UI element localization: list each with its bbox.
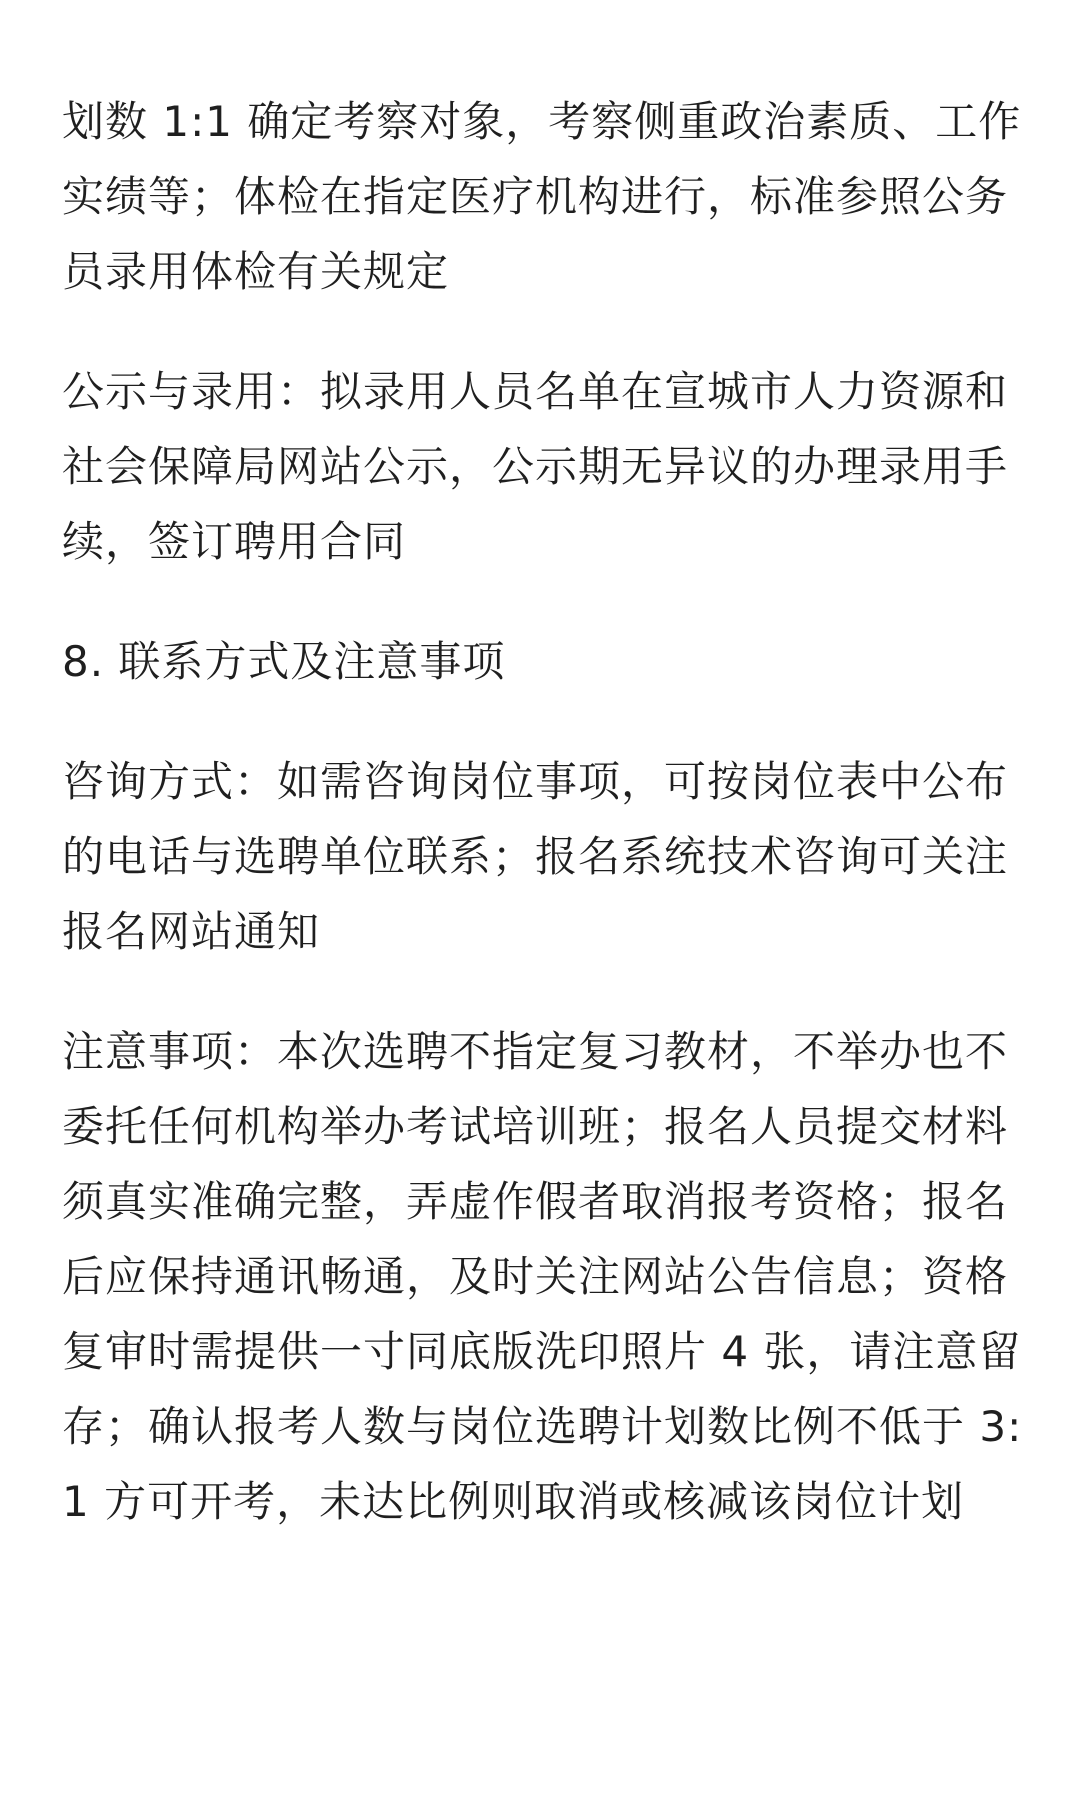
paragraph-consultation: 咨询方式：如需咨询岗位事项，可按岗位表中公布的电话与选聘单位联系；报名系统技术咨询可关注报名网站通知 [62,757,1009,956]
paragraph-inspection-medical: 划数 1:1 确定考察对象，考察侧重政治素质、工作实绩等；体检在指定医疗机构进行，标准参照公务员录用体检有关规定 [62,97,1022,296]
paragraph-publicity-hiring: 公示与录用：拟录用人员名单在宣城市人力资源和社会保障局网站公示，公示期无异议的办理录用手续，签订聘用合同 [62,367,1009,566]
paragraph-notes: 注意事项：本次选聘不指定复习教材，不举办也不委托任何机构举办考试培训班；报名人员提交材料须真实准确完整，弄虚作假者取消报考资格；报名后应保持通讯畅通，及时关注网站公告信息；资格复审时需提供一寸同底版洗印照片 4 张，请注意留存；确认报考人数与岗位选聘计划数比例不低于 3:1 方可开考，未达比例则取消或核减该岗位计划 [62,1027,1023,1526]
article-body [62,84,1024,1584]
section-heading-contact: 8. 联系方式及注意事项 [62,637,506,686]
